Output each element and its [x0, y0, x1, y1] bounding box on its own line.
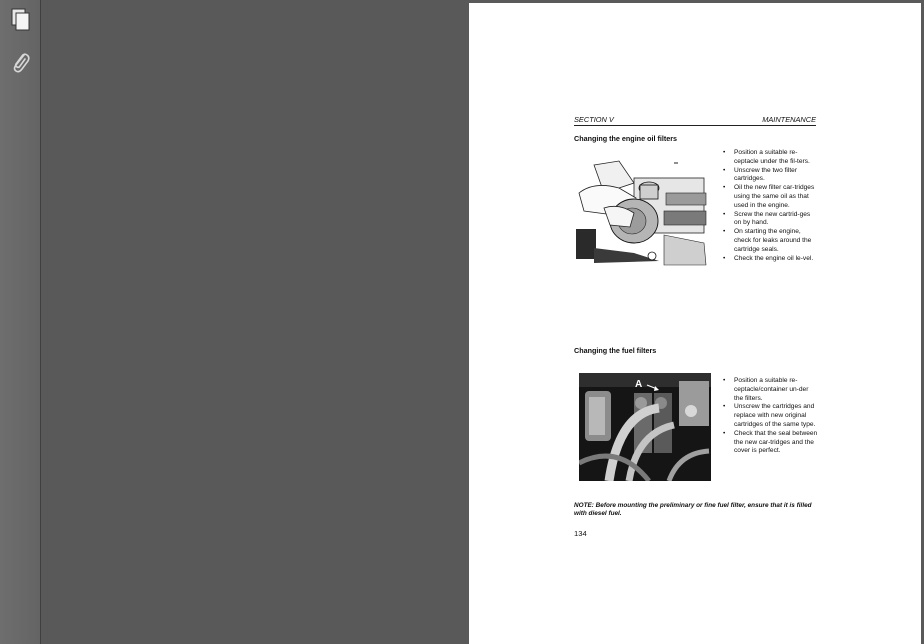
fuel-filter-note: NOTE: Before mounting the preliminary or fine fuel filter, ensure that it is filled with diesel fuel. — [574, 502, 812, 518]
list-item: • Position a suitable re-ceptacle under the fil-ters. — [723, 149, 818, 167]
section-title: MAINTENANCE — [762, 115, 816, 124]
oil-filters-heading: Changing the engine oil filters — [574, 134, 678, 143]
list-item: • Check that the seal between the new car-tridges and the cover is perfect. — [723, 430, 818, 456]
document-page — [469, 3, 921, 644]
oil-filter-illustration — [574, 153, 716, 268]
pages-icon[interactable] — [6, 6, 34, 34]
list-item: • Oil the new filter car-tridges using the same oil as that used in the engine. — [723, 184, 818, 210]
fuel-filters-heading: Changing the fuel filters — [574, 346, 657, 355]
side-panel — [0, 0, 41, 644]
oil-filter-steps — [723, 149, 818, 263]
photo-callout-label: A — [635, 379, 643, 390]
list-item: • Unscrew the cartridges and replace with new original cartridges of the same type. — [723, 403, 818, 429]
fuel-filter-steps — [723, 377, 818, 456]
section-label: SECTION V — [574, 115, 614, 124]
list-item: • Check the engine oil le-vel. — [723, 255, 818, 264]
attachment-icon[interactable] — [6, 48, 34, 76]
page-number: 134 — [574, 529, 587, 538]
list-item: • Screw the new cartrid-ges on by hand. — [723, 211, 818, 229]
page-header — [574, 115, 816, 126]
viewer-background — [42, 0, 469, 644]
list-item: • On starting the engine, check for leaks around the cartridge seals. — [723, 228, 818, 254]
list-item: • Unscrew the two filter cartridges. — [723, 167, 818, 185]
fuel-filter-photo — [579, 373, 711, 481]
list-item: • Position a suitable re-ceptacle/container un-der the filters. — [723, 377, 818, 403]
